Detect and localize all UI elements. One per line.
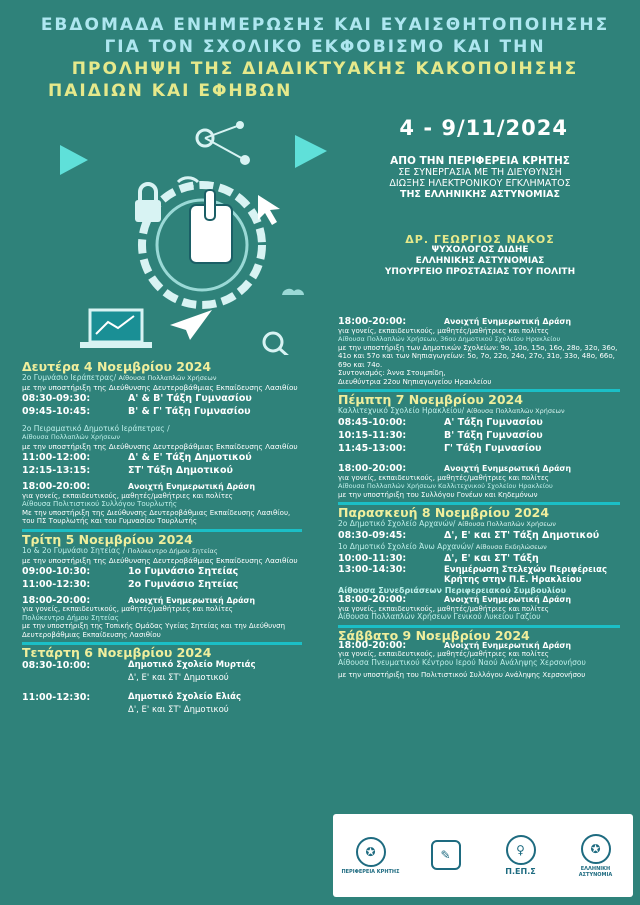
event-support: με την υποστήριξη του Συλλόγου Γονέων και Κηδεμόνων — [338, 490, 538, 499]
row-time: 11:00-12:30: — [22, 692, 91, 703]
event-row — [338, 465, 620, 474]
event-time: 18:00-20:00: — [338, 594, 407, 605]
tuesday-support: με την υποστήριξη της Διεύθυνσης Δευτεροβάθμιας Εκπαίδευσης Λασιθίου — [22, 555, 298, 565]
row-desc: Δ', Ε' και ΣΤ' Τάξη Δημοτικού — [444, 530, 600, 541]
coordinator-role: Διευθύντρια 22ου Νηπιαγωγείου Ηρακλείου — [338, 377, 492, 386]
schedule-row — [22, 659, 302, 672]
event-dates: 4 - 9/11/2024 — [399, 116, 568, 140]
paper-plane-icon — [170, 310, 212, 340]
monday-school-1: 2ο Γυμνάσιο Ιεράπετρας/ — [22, 373, 117, 382]
row-time: 12:15-13:15: — [22, 465, 91, 476]
thursday-school: Καλλιτεχνικό Σχολείο Ηρακλείου/ — [338, 406, 465, 415]
row-time: 10:15-11:30: — [338, 430, 407, 441]
event-audience: για γονείς, εκπαιδευτικούς, μαθητές/μαθήτριες και πολίτες — [338, 650, 549, 658]
event-support: με την υποστήριξη του Πολιτιστικού Συλλόγου Ανάληψης Χερσονήσου — [338, 671, 586, 679]
row-time: 13:00-14:30: — [338, 564, 407, 575]
tuesday-heading: Τρίτη 5 Νοεμβρίου 2024 — [22, 531, 193, 547]
thursday-heading: Πέμπτη 7 Νοεμβρίου 2024 — [338, 392, 523, 407]
event-row — [22, 594, 302, 606]
row-desc: Δημοτικό Σχολείο Ελιάς — [128, 692, 242, 702]
schedule-right-column — [338, 318, 620, 680]
schedule-row — [22, 405, 302, 418]
row-desc: Β' Τάξη Γυμνασίου — [444, 430, 543, 441]
event-desc: Ανοιχτή Ενημερωτική Δράση — [128, 482, 256, 491]
friday-location-1 — [338, 519, 620, 529]
speaker-name: ΔΡ. ΓΕΩΡΓΙΟΣ ΝΑΚΟΣ — [405, 233, 555, 246]
play-arrow-left-icon — [60, 145, 88, 175]
event-time: 18:00-20:00: — [338, 316, 407, 327]
monday-location-2: 2ο Πειραματικό Δημοτικό Ιεράπετρας / — [22, 424, 170, 433]
logo-label-4: ΕΛΛΗΝΙΚΗ ΑΣΤΥΝΟΜΙΑ — [578, 865, 613, 878]
row-time: 11:45-13:00: — [338, 443, 407, 454]
event-location: Πολύκεντρο Δήμου Σητείας — [22, 613, 119, 622]
event-support: Με την υποστήριξη της Διεύθυνσης Δευτεροβάθμιας Εκπαίδευσης Λασιθίου, του ΠΣ Τουρλωτής και του Γυμνασίου Τουρλωτής — [22, 508, 291, 525]
tuesday-school: 1ο & 2ο Γυμνάσιο Σητείας / — [22, 545, 126, 555]
event-location: Αίθουσα Πνευματικού Κέντρου Ιερού Ναού Ανάληψης Χερσονήσου — [338, 657, 586, 667]
monday-room-2: Αίθουσα Πολλαπλών Χρήσεων — [22, 433, 120, 441]
organizer-line-3: ΔΙΩΞΗΣ ΗΛΕΚΤΡΟΝΙΚΟΥ ΕΓΚΛΗΜΑΤΟΣ — [389, 178, 571, 189]
thursday-location — [338, 406, 620, 416]
monday-room-1: Αίθουσα Πολλαπλών Χρήσεων — [118, 374, 217, 382]
row-sub: Δ', Ε' και ΣΤ' Δημοτικού — [128, 673, 229, 683]
organizer-line-1: ΑΠΟ ΤΗΝ ΠΕΡΙΦΕΡΕΙΑ ΚΡΗΤΗΣ — [390, 155, 570, 167]
row-desc: Γ' Τάξη Γυμνασίου — [444, 443, 542, 454]
play-arrow-right-icon — [295, 135, 327, 168]
schedule-left-column — [22, 359, 302, 717]
row-time: 09:45-10:45: — [22, 406, 91, 417]
saturday-heading: Σάββατο 9 Νοεμβρίου 2024 — [338, 627, 530, 643]
event-location: Αίθουσα Πολιτιστικού Συλλόγου Τουρλωτής — [22, 500, 177, 508]
lock-icon — [135, 184, 161, 222]
organizer-line-4: ΤΗΣ ΕΛΛΗΝΙΚΗΣ ΑΣΤΥΝΟΜΙΑΣ — [399, 189, 561, 200]
coordinator: Συντονισμός: Άννα Στουμπίδη, — [338, 369, 446, 377]
arrow-cursor-icon — [258, 195, 280, 225]
event-support: με την υποστήριξη των Δημοτικών Σχολείων: 9ο, 10ο, 15ο, 16ο, 28ο, 32ο, 36ο, 41ο και 57ο και των Νηπιαγωγείων: 5ο, 7ο, 22ο, 24ο, 27ο, 31ο, 33ο, 48ο, 66ο, 69ο και 74ο. — [338, 343, 618, 369]
cloud-icon — [282, 289, 304, 295]
friday-school-1: 2ο Δημοτικό Σχολείο Αρχανών/ — [338, 519, 456, 528]
schedule-row-sub — [22, 704, 302, 717]
logo-label-3: Π.ΕΠ.Σ — [505, 867, 536, 876]
row-desc: Β' & Γ' Τάξη Γυμνασίου — [128, 406, 251, 417]
speaker-role-1: ΨΥΧΟΛΟΓΟΣ ΔΙΔΗΕ — [431, 245, 529, 255]
schedule-row — [22, 565, 302, 578]
event-row — [338, 639, 620, 651]
schedule-row — [338, 529, 620, 542]
schedule-row — [338, 565, 620, 585]
logo-label-1: ΠΕΡΙΦΕΡΕΙΑ ΚΡΗΤΗΣ — [341, 868, 400, 875]
event-audience: για γονείς, εκπαιδευτικούς, μαθητές/μαθήτριες και πολίτες — [338, 473, 549, 482]
tuesday-room: Πολύκεντρο Δήμου Σητείας — [127, 546, 218, 555]
event-support: με την υποστήριξη της Τοπικής Ομάδας Υγείας Σητείας και την Διεύθυνση Δευτεροβάθμιας Εκπαίδευσης Λασιθίου — [22, 622, 286, 639]
monday-support-2: με την υποστήριξη της Διεύθυνσης Δευτεροβάθμιας Εκπαίδευσης Λασιθίου — [22, 442, 298, 451]
speaker-block — [345, 234, 615, 278]
schedule-row — [338, 416, 620, 429]
row-time: 11:00-12:00: — [22, 452, 91, 463]
event-row — [338, 596, 620, 605]
row-desc: 1ο Γυμνάσιο Σητείας — [128, 565, 239, 577]
event-time: 18:00-20:00: — [338, 639, 407, 651]
row-time: 11:00-12:30: — [22, 578, 91, 590]
row-desc: 2ο Γυμνάσιο Σητείας — [128, 578, 239, 590]
thursday-room: Αίθουσα Πολλαπλών Χρήσεων — [466, 407, 565, 415]
event-time: 18:00-20:00: — [22, 481, 91, 492]
organizer-line-2: ΣΕ ΣΥΝΕΡΓΑΣΙΑ ΜΕ ΤΗ ΔΙΕΥΘΥΝΣΗ — [398, 167, 562, 178]
logo-region-crete — [341, 837, 401, 875]
logo-peps — [491, 835, 551, 876]
sponsor-logos — [333, 814, 633, 897]
speaker-role-2: ΕΛΛΗΝΙΚΗΣ ΑΣΤΥΝΟΜΙΑΣ — [415, 256, 545, 266]
event-desc: Ανοιχτή Ενημερωτική Δράση — [444, 464, 572, 473]
logo-police — [566, 834, 626, 878]
event-location: Αίθουσα Πολλαπλών Χρήσεων Καλλιτεχνικού Σχολείου Ηρακλείου — [338, 482, 553, 490]
event-desc: Ανοιχτή Ενημερωτική Δράση — [444, 640, 572, 650]
monday-heading: Δευτέρα 4 Νοεμβρίου 2024 — [22, 359, 212, 374]
education-logo-icon: ✎ — [431, 840, 461, 870]
friday-heading: Παρασκευή 8 Νοεμβρίου 2024 — [338, 505, 550, 520]
schedule-row — [22, 691, 302, 704]
title-line-3: ΠΡΟΛΗΨΗ ΤΗΣ ΔΙΑΔΙΚΤΥΑΚΗΣ ΚΑΚΟΠΟΙΗΣΗΣ — [71, 59, 579, 79]
row-desc: Α' & Β' Τάξη Γυμνασίου — [128, 393, 252, 404]
row-desc: Ενημέρωση Στελεχών Περιφέρειας Κρήτης στην Π.Ε. Ηρακλείου — [444, 565, 608, 585]
cyber-illustration — [40, 120, 340, 355]
schedule-row — [22, 464, 302, 477]
row-time: 10:00-11:30: — [338, 553, 407, 564]
event-audience: για γονείς, εκπαιδευτικούς, μαθητές/μαθήτριες και πολίτες — [22, 605, 233, 613]
monday-support-1: με την υποστήριξη της Διεύθυνσης Δευτεροβάθμιας Εκπαίδευσης Λασιθίου — [22, 383, 298, 392]
event-audience: για γονείς, εκπαιδευτικούς, μαθητές/μαθήτριες και πολίτες — [22, 491, 233, 500]
row-desc: Δ', Ε' και ΣΤ' Τάξη — [444, 553, 539, 564]
event-desc: Ανοιχτή Ενημερωτική Δράση — [128, 595, 256, 605]
monday-location-1 — [22, 373, 302, 383]
logo-education — [416, 840, 476, 872]
event-row — [338, 318, 620, 327]
friday-location-2 — [338, 542, 620, 552]
schedule-row — [22, 451, 302, 464]
schedule-row — [22, 578, 302, 591]
row-desc: ΣΤ' Τάξη Δημοτικού — [128, 465, 233, 476]
row-desc: Α' Τάξη Γυμνασίου — [444, 417, 543, 428]
speaker-role-3: ΥΠΟΥΡΓΕΙΟ ΠΡΟΣΤΑΣΙΑΣ ΤΟΥ ΠΟΛΙΤΗ — [384, 267, 576, 277]
poster-title — [30, 14, 620, 102]
schedule-row — [338, 442, 620, 455]
friday-room-1: Αίθουσα Πολλαπλών Χρήσεων — [457, 520, 556, 528]
friday-room-2: Αίθουσα Εκδηλώσεων — [475, 543, 547, 551]
title-line-1: ΕΒΔΟΜΑΔΑ ΕΝΗΜΕΡΩΣΗΣ ΚΑΙ ΕΥΑΙΣΘΗΤΟΠΟΙΗΣΗΣ — [40, 15, 610, 35]
schedule-row-sub — [22, 672, 302, 685]
police-seal-icon: ✪ — [581, 834, 611, 864]
region-seal-icon: ✪ — [356, 837, 386, 867]
event-location: Αίθουσα Πολλαπλών Χρήσεων, 36ου Δημοτικού Σχολείου Ηρακλείου — [338, 335, 561, 343]
row-time: 08:30-10:00: — [22, 660, 91, 671]
laptop-icon — [80, 310, 152, 348]
tuesday-location — [22, 546, 302, 556]
row-time: 08:45-10:00: — [338, 417, 407, 428]
friday-session-location: Αίθουσα Συνεδριάσεων Περιφερειακού Συμβουλίου — [338, 586, 567, 595]
row-desc: Δημοτικό Σχολείο Μυρτιάς — [128, 660, 256, 670]
row-time: 08:30-09:30: — [22, 393, 91, 404]
row-desc: Δ' & Ε' Τάξη Δημοτικού — [128, 452, 252, 463]
friday-school-2: 1ο Δημοτικό Σχολείο Άνω Αρχανών/ — [338, 542, 474, 551]
organizer-block — [350, 156, 610, 200]
schedule-row — [338, 429, 620, 442]
event-time: 18:00-20:00: — [338, 463, 407, 474]
event-audience: για γονείς, εκπαιδευτικούς, μαθητές/μαθήτριες και πολίτες — [338, 604, 549, 613]
schedule-row — [22, 392, 302, 405]
event-row — [22, 483, 302, 492]
peps-logo-icon: ♀ — [506, 835, 536, 865]
title-line-4: ΠΑΙΔΙΩΝ ΚΑΙ ΕΦΗΒΩΝ — [48, 81, 293, 101]
event-audience: για γονείς, εκπαιδευτικούς, μαθητές/μαθήτριες και πολίτες — [338, 326, 549, 335]
magnifier-icon — [264, 333, 290, 355]
event-desc: Ανοιχτή Ενημερωτική Δράση — [444, 595, 572, 604]
title-line-2: ΓΙΑ ΤΟΝ ΣΧΟΛΙΚΟ ΕΚΦΟΒΙΣΜΟ ΚΑΙ ΤΗΝ — [104, 37, 546, 57]
event-desc: Ανοιχτή Ενημερωτική Δράση — [444, 317, 572, 326]
row-sub: Δ', Ε' και ΣΤ' Δημοτικού — [128, 705, 229, 715]
wednesday-heading: Τετάρτη 6 Νοεμβρίου 2024 — [22, 645, 212, 660]
row-time: 09:00-10:30: — [22, 565, 91, 577]
row-time: 08:30-09:45: — [338, 530, 407, 541]
event-time: 18:00-20:00: — [22, 594, 91, 606]
event-location: Αίθουσα Πολλαπλών Χρήσεων Γενικού Λυκείου Γαζίου — [338, 612, 541, 621]
